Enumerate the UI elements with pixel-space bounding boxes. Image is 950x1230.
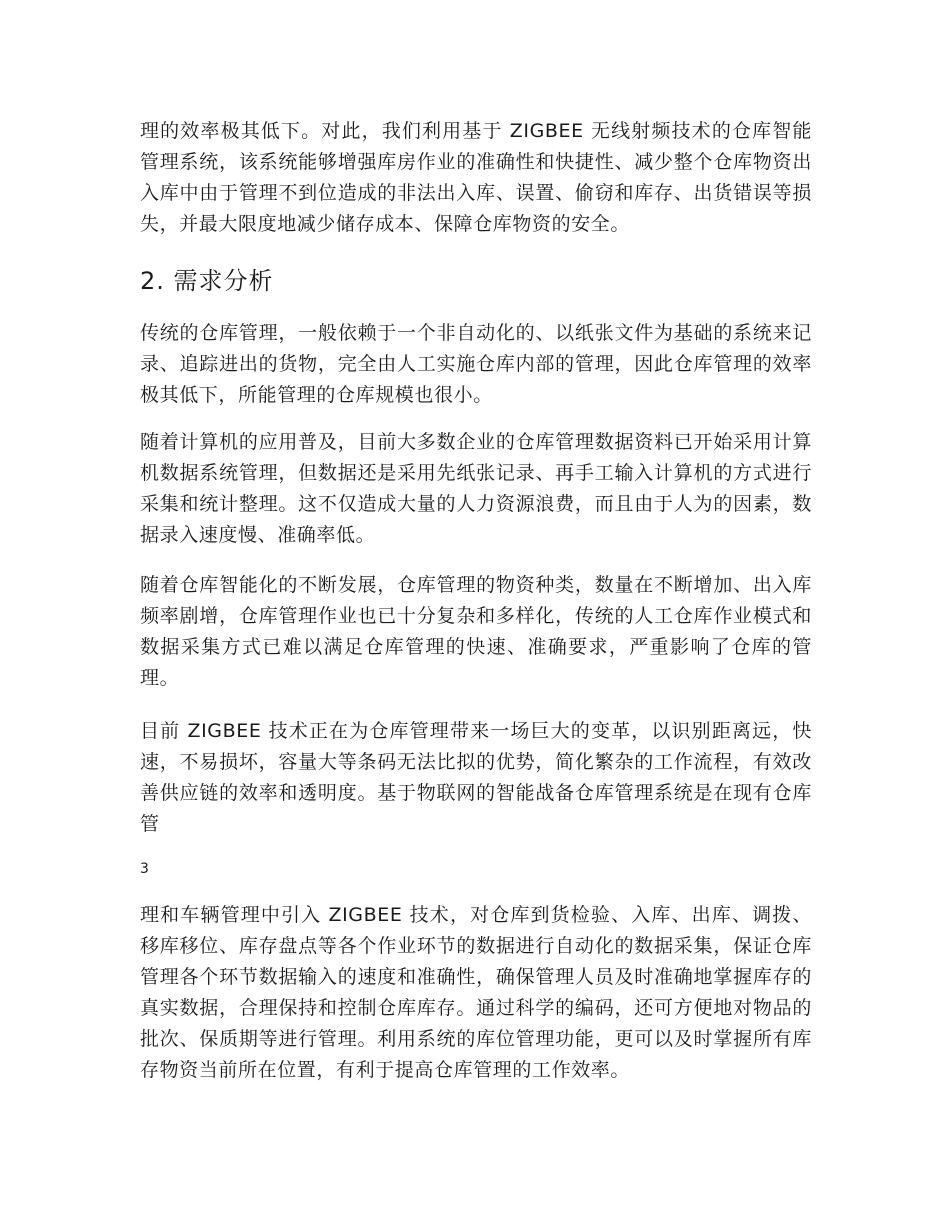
page-number: 3 [140,861,149,877]
paragraph-zigbee-application: 理和车辆管理中引入 ZIGBEE 技术，对仓库到货检验、入库、出库、调拨、移库移位、库存盘点等各个作业环节的数据进行自动化的数据采集，保证仓库管理各个环节数据输入的速度和准确性，确保管理人员及时准确地掌握库存的真实数据，合理保持和控制仓库库存。通过科学的编码，还可方便地对物品的批次、保质期等进行管理。利用系统的库位管理功能，更可以及时掌握所有库存物资当前所在位置，有利于提高仓库管理的工作效率。 [140,904,812,1081]
paragraph-traditional-management: 传统的仓库管理，一般依赖于一个非自动化的、以纸张文件为基础的系统来记录、追踪进出的货物，完全由人工实施仓库内部的管理，因此仓库管理的效率极其低下，所能管理的仓库规模也很小。 [140,322,812,406]
paragraph-intro-continuation: 理的效率极其低下。对此，我们利用基于 ZIGBEE 无线射频技术的仓库智能管理系统，该系统能够增强库房作业的准确性和快捷性、减少整个仓库物资出入库中由于管理不到位造成的非法出入库、误置、偷窃和库存、出货错误等损失，并最大限度地减少储存成本、保障仓库物资的安全。 [140,120,812,235]
paragraph-intelligent-development: 随着仓库智能化的不断发展，仓库管理的物资种类，数量在不断增加、出入库频率剧增，仓库管理作业也已十分复杂和多样化，传统的人工仓库作业模式和数据采集方式已难以满足仓库管理的快速、准确要求，严重影响了仓库的管理。 [140,574,812,689]
paragraph-zigbee-change: 目前 ZIGBEE 技术正在为仓库管理带来一场巨大的变革，以识别距离远，快速，不易损坏，容量大等条码无法比拟的优势，简化繁杂的工作流程，有效改善供应链的效率和透明度。基于物联网的智能战备仓库管理系统是在现有仓库管 [140,720,812,835]
section-heading-requirements: 2. 需求分析 [140,267,274,295]
paragraph-computer-adoption: 随着计算机的应用普及，目前大多数企业的仓库管理数据资料已开始采用计算机数据系统管理，但数据还是采用先纸张记录、再手工输入计算机的方式进行采集和统计整理。这不仅造成大量的人力资源浪费，而且由于人为的因素，数据录入速度慢、准确率低。 [140,431,812,546]
